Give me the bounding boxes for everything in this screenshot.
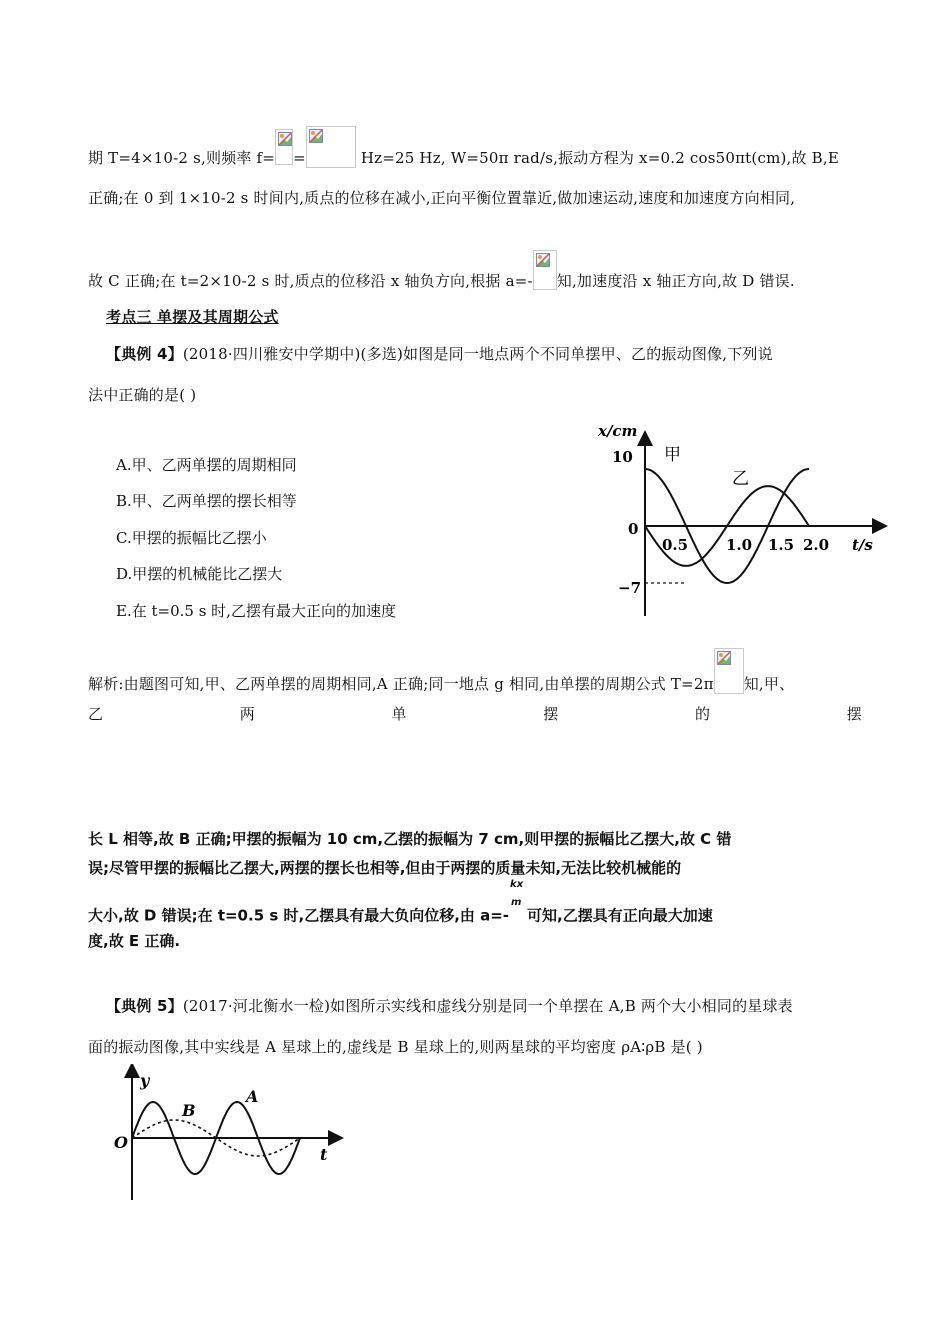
- origin-label: O: [114, 1133, 128, 1152]
- star-pendulum-graph: [108, 1064, 348, 1204]
- para1-line3: 故 C 正确;在 t=2×10-2 s 时,质点的位移沿 x 轴负方向,根据 a=- 知,加速度沿 x 轴正方向,故 D 错误.: [88, 262, 795, 302]
- formula-image: [714, 648, 744, 694]
- option-b: B.甲、乙两单摆的摆长相等: [116, 492, 297, 510]
- example4-line1: 【典例 4】(2018·四川雅安中学期中)(多选)如图是同一地点两个不同单摆甲、乙的振动图像,下列说: [106, 345, 773, 363]
- formula-image: [275, 129, 293, 165]
- series-label-a: A: [246, 1087, 259, 1106]
- example-tag: 【典例 4】: [106, 345, 183, 363]
- kx-over-m-fraction: kx m: [510, 879, 524, 908]
- y-tick-neg7: −7: [618, 579, 642, 597]
- series-label-jia: 甲: [664, 445, 681, 465]
- broken-image-icon: [278, 132, 292, 146]
- y-axis-label: y: [140, 1071, 150, 1090]
- x-tick-0.5: 0.5: [662, 536, 689, 554]
- y-tick-10: 10: [612, 448, 633, 466]
- t-axis-label: t: [320, 1145, 328, 1164]
- example4-line2: 法中正确的是( ): [88, 386, 197, 404]
- broken-image-icon: [536, 253, 550, 267]
- section-title: 考点三 单摆及其周期公式: [106, 308, 279, 326]
- example-tag: 【典例 5】: [106, 997, 183, 1015]
- option-e: E.在 t=0.5 s 时,乙摆有最大正向的加速度: [116, 602, 396, 620]
- para1-line2: 正确;在 0 到 1×10-2 s 时间内,质点的位移在减小,正向平衡位置靠近,做加速运动,速度和加速度方向相同,: [88, 189, 796, 207]
- analysis-line2: 乙 两 单 摆 的 摆: [88, 705, 862, 723]
- option-d: D.甲摆的机械能比乙摆大: [116, 565, 283, 583]
- t-axis-label: t/s: [852, 536, 873, 554]
- broken-image-icon: [309, 129, 323, 143]
- option-c: C.甲摆的振幅比乙摆小: [116, 529, 267, 547]
- formula-image: [306, 126, 356, 168]
- series-label-yi: 乙: [732, 469, 749, 489]
- formula-image: [533, 250, 557, 290]
- analysis-bold-line4: 度,故 E 正确.: [88, 932, 181, 950]
- y-tick-0: 0: [628, 520, 639, 538]
- series-label-b: B: [182, 1101, 196, 1120]
- example5-line1: 【典例 5】(2017·河北衡水一检)如图所示实线和虚线分别是同一个单摆在 A,B 两个大小相同的星球表: [106, 997, 793, 1015]
- y-axis-label: x/cm: [598, 422, 638, 440]
- x-tick-1.5: 1.5: [768, 536, 795, 554]
- analysis-bold-line3: 大小,故 D 错误;在 t=0.5 s 时,乙摆具有最大负向位移,由 a=- kx m 可知,乙摆具有正向最大加速: [88, 879, 713, 925]
- broken-image-icon: [717, 651, 731, 665]
- option-a: A.甲、乙两单摆的周期相同: [116, 456, 297, 474]
- x-tick-1.0: 1.0: [726, 536, 753, 554]
- example5-line2: 面的振动图像,其中实线是 A 星球上的,虚线是 B 星球上的,则两星球的平均密度 ρA∶ρB 是( ): [88, 1038, 703, 1056]
- para1-line1: 期 T=4×10-2 s,则频率 f= = Hz=25 Hz, W=50π rad/s,振动方程为 x=0.2 cos50πt(cm),故 B,E: [88, 138, 839, 180]
- pendulum-vibration-graph: [590, 418, 890, 618]
- analysis-bold-line1: 长 L 相等,故 B 正确;甲摆的振幅为 10 cm,乙摆的振幅为 7 cm,则甲摆的振幅比乙摆大,故 C 错: [88, 830, 732, 848]
- analysis-bold-line2: 误;尽管甲摆的振幅比乙摆大,两摆的摆长也相等,但由于两摆的质量未知,无法比较机械能的: [88, 859, 682, 877]
- analysis-line1: 解析:由题图可知,甲、乙两单摆的周期相同,A 正确;同一地点 g 相同,由单摆的周期公式 T=2π 知,甲、: [88, 662, 794, 708]
- x-tick-2.0: 2.0: [803, 536, 830, 554]
